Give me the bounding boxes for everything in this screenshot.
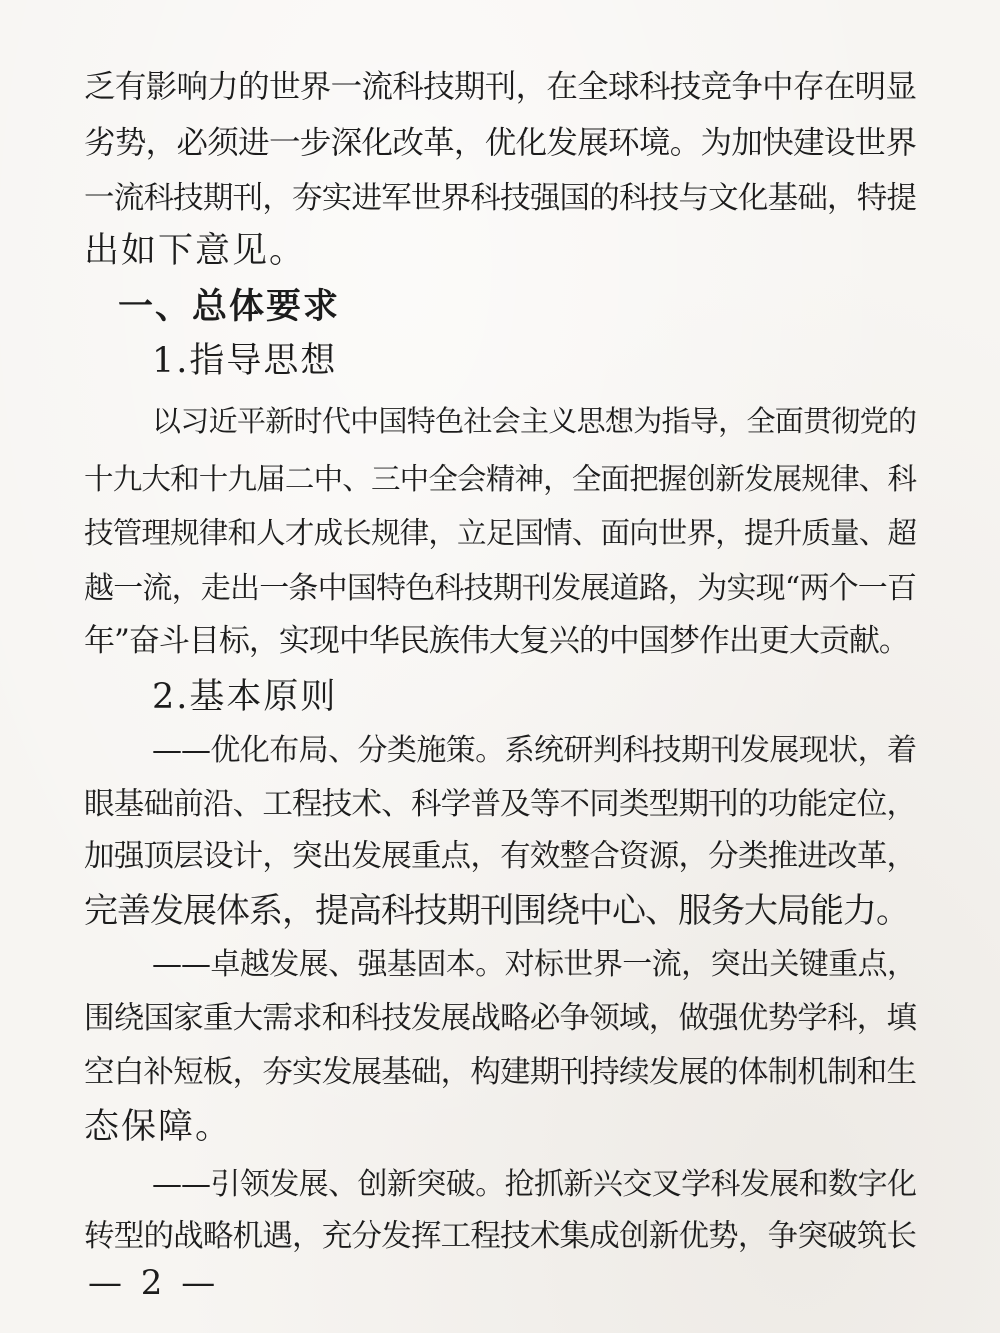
body-line: 出如下意见。 bbox=[84, 231, 307, 271]
subsection-heading: 2.基本原则 bbox=[152, 677, 338, 717]
body-line: 乏有影响力的世界一流科技期刊，在全球科技竞争中存在明显 bbox=[84, 69, 916, 105]
principle-line: 完善发展体系，提高科技期刊围绕中心、服务大局能力。 bbox=[84, 891, 909, 931]
page-number: — 2 — bbox=[88, 1263, 220, 1303]
principle-line: ——优化布局、分类施策。系统研判科技期刊发展现状，着 bbox=[152, 733, 916, 768]
principle-line: 空白补短板，夯实发展基础，构建期刊持续发展的体制机制和生 bbox=[84, 1055, 916, 1090]
paragraph-line: 年”奋斗目标，实现中华民族伟大复兴的中国梦作出更大贡献。 bbox=[84, 623, 909, 659]
principle-line: ——卓越发展、强基固本。对标世界一流，突出关键重点， bbox=[152, 947, 916, 982]
body-line: 劣势，必须进一步深化改革，优化发展环境。为加快建设世界 bbox=[84, 125, 916, 161]
body-line: 一流科技期刊，夯实进军世界科技强国的科技与文化基础，特提 bbox=[84, 181, 916, 216]
paragraph-line: 技管理规律和人才成长规律，立足国情、面向世界，提升质量、超 bbox=[84, 516, 916, 550]
principle-line: 加强顶层设计，突出发展重点，有效整合资源，分类推进改革， bbox=[84, 839, 916, 874]
principle-line: 态保障。 bbox=[84, 1107, 233, 1147]
subsection-heading: 1.指导思想 bbox=[152, 341, 338, 381]
principle-line: 围绕国家重大需求和科技发展战略必争领域，做强优势学科，填 bbox=[84, 1001, 916, 1036]
principle-line: 转型的战略机遇，充分发挥工程技术集成创新优势，争突破筑长 bbox=[84, 1219, 916, 1254]
principle-line: 眼基础前沿、工程技术、科学普及等不同类型期刊的功能定位， bbox=[84, 787, 916, 822]
paragraph-line: 十九大和十九届二中、三中全会精神，全面把握创新发展规律、科 bbox=[84, 462, 916, 496]
paragraph-line: 越一流，走出一条中国特色科技期刊发展道路，为实现“两个一百 bbox=[84, 571, 916, 606]
principle-line: ——引领发展、创新突破。抢抓新兴交叉学科发展和数字化 bbox=[152, 1167, 916, 1202]
paragraph-line: 以习近平新时代中国特色社会主义思想为指导，全面贯彻党的 bbox=[152, 404, 916, 438]
section-heading: 一、总体要求 bbox=[118, 287, 341, 327]
